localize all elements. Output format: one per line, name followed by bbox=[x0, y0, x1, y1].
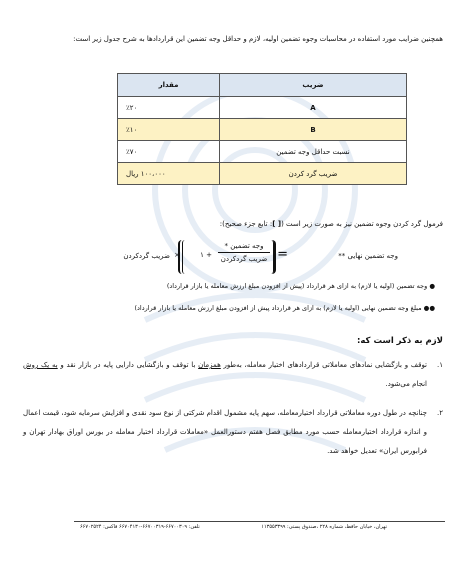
coefficients-table bbox=[117, 73, 407, 185]
footer-address: تهران، خیابان حافظ، شماره ۲۲۸ ،صندوق پستی: ۱۱۳۵۵۳۳۹۹ bbox=[261, 524, 387, 530]
item-text: چنانچه در طول دوره معاملاتی قرارداد اختیارمعامله، سهم پایه مشمول اقدام شرکتی از نوع سود نقدی و افزایش سرمایه شود، قیمت اعمال و اندازه قرارداد اختیارمعامله حسب مورد مطابق فصل هفتم دستورالعمل «معاملات قرارداد اختیار معامله در بورس اوراق بهادار تهران و فرابورس ایران» تعدیل خواهد شد. bbox=[23, 409, 427, 455]
header-amount: مقدار bbox=[118, 74, 220, 97]
footnote-text: وجه تضمین (اولیه یا لازم) به ازای هر قرارداد (پیش از افزودن مبلغ ارزش معامله یا بازار قرارداد) bbox=[166, 282, 428, 290]
table-header-row bbox=[118, 74, 407, 97]
formula-rhs: ضریب گردکردن bbox=[123, 252, 170, 260]
rounding-formula bbox=[46, 240, 398, 276]
row-label: ضریب گرد کردن bbox=[220, 163, 407, 185]
row-label: A bbox=[220, 97, 407, 119]
table-row bbox=[118, 97, 407, 119]
table-row bbox=[118, 163, 407, 185]
formula-plus-one: + ۱ bbox=[200, 251, 212, 259]
footnote-marker: ● bbox=[429, 282, 435, 290]
footnote-1 bbox=[167, 282, 435, 290]
row-value: ۱۰۰،۰۰۰ ریال bbox=[118, 163, 220, 185]
section-heading: لازم به ذکر است که: bbox=[357, 336, 443, 346]
intro-paragraph: همچنین ضرایب مورد استفاده در محاسبات وجوه تضمین اولیه، لازم و حداقل وجه تضمین این قراردادها به شرح جدول زیر است: bbox=[73, 35, 443, 43]
row-value: ٪۱۰ bbox=[118, 119, 220, 141]
formula-equals: = bbox=[277, 247, 288, 262]
formula-times: × bbox=[174, 251, 180, 259]
table-row bbox=[118, 119, 407, 141]
table-row bbox=[118, 141, 407, 163]
floor-bracket-symbol: [ ] bbox=[272, 220, 282, 228]
formula-intro-text: فرمول گرد کردن وجوه تضمین نیز به صورت زیر است ( bbox=[281, 220, 443, 228]
footnote-text: مبلغ وجه تضمین نهایی (اولیه یا لازم) به ازای هر قرارداد پیش از افزودن مبلغ ارزش معامله یا بازار قرارداد) bbox=[134, 304, 422, 312]
item-number: ۱. bbox=[437, 361, 443, 369]
fraction-numerator: وجه تضمین * bbox=[218, 242, 270, 253]
footnote-marker: ●● bbox=[423, 304, 435, 312]
item-number: ۲. bbox=[437, 409, 443, 417]
formula-lhs: وجه تضمین نهایی ** bbox=[338, 252, 398, 260]
list-item bbox=[23, 404, 443, 461]
formula-intro-tail: : تابع جزء صحیح): bbox=[219, 220, 273, 228]
footnote-2 bbox=[134, 304, 435, 312]
row-value: ٪۲۰ bbox=[118, 97, 220, 119]
row-label: نسبت حداقل وجه تضمین bbox=[220, 141, 407, 163]
formula-intro bbox=[220, 220, 443, 228]
item-text: توقف و بازگشایی نمادهای معاملاتی قراردادهای اختیار معامله، به‌طور همزمان با توقف و بازگشایی دارایی پایه در بازار نقد و به یک روش انجام می‌شود. bbox=[23, 361, 428, 388]
header-coef: ضریب bbox=[220, 74, 407, 97]
row-label: B bbox=[220, 119, 407, 141]
footer-divider bbox=[74, 521, 445, 522]
formula-fraction bbox=[218, 242, 270, 263]
fraction-denominator: ضریب گردکردن bbox=[220, 255, 268, 263]
row-value: ٪۷۰ bbox=[118, 141, 220, 163]
list-item bbox=[23, 356, 443, 394]
footer-phone: تلفن: ۶۶۷۰۰۳۰۹-۶۶۷۰۰۳۱۹-۶۶۷۰۴۱۳۰ فاکس: ۶۶۷۰۲۵۲۴ bbox=[80, 524, 200, 530]
